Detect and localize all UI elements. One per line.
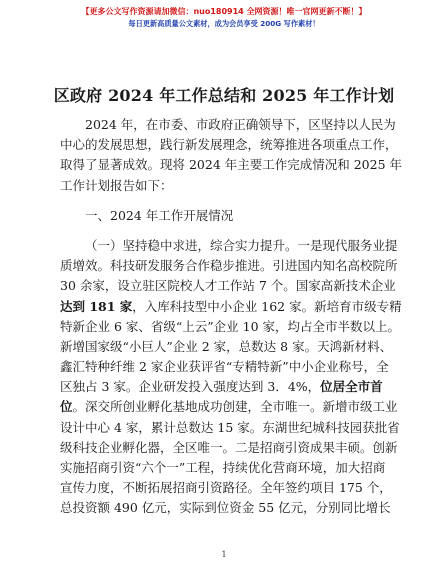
bold-phrase: 达到 181 家 bbox=[60, 298, 133, 314]
paragraph-line: 级科技企业孵化器，全区唯一。二是招商引资成果丰硕。创新 bbox=[60, 439, 398, 455]
paragraph-line: 30 余家，设立驻区院校人才工作站 7 个。国家高新技术企业 bbox=[60, 278, 396, 294]
paragraph-line: 实施招商引资“六个一”工程，持续优化营商环境，加大招商 bbox=[60, 460, 386, 475]
paragraph-line: 鑫汇特种纤维 2 家企业获评省“专精特新”中小企业称号，全 bbox=[60, 359, 389, 375]
paragraph-line: 质增效。科技研发服务合作稳步推进。引进国内知名高校院所 bbox=[60, 258, 398, 274]
paragraph-gap bbox=[60, 196, 388, 206]
paragraph-line: 宣传力度，不断拓展招商引资路径。全年签约项目 175 个， bbox=[60, 480, 392, 496]
text-run: ，入库科技型中小企业 162 家。新培育市级专精 bbox=[132, 298, 402, 314]
promo-banner bbox=[0, 6, 448, 29]
paragraph-line: 设计中心 4 家，累计总数达 15 家。东湖世纪城科技园获批省 bbox=[60, 419, 400, 435]
intro-line: 2024 年，在市委、市政府正确领导下，区坚持以人民为 bbox=[85, 117, 396, 132]
paragraph-line: 新增国家级“小巨人”企业 2 家，总数达 8 家。天鸿新材料、 bbox=[60, 338, 393, 354]
intro-line: 取得了显著成效。现将 2024 年主要工作完成情况和 2025 年 bbox=[60, 157, 403, 173]
promo-banner-line-1: 【更多公文写作资源请加微信：nuo180914 全网资源！唯一官网更新不断！】 bbox=[81, 7, 367, 16]
bold-phrase: 位居全市首 bbox=[320, 379, 383, 395]
section-heading: 一、2024 年工作开展情况 bbox=[85, 207, 234, 223]
page-number: 1 bbox=[221, 550, 227, 559]
paragraph-line: 特新企业 6 家、省级“上云”企业 10 家，均占全市半数以上。 bbox=[60, 318, 401, 334]
paragraph-line: 总投资额 490 亿元，实际到位资金 55 亿元，分别同比增长 bbox=[60, 500, 391, 516]
paragraph-line bbox=[60, 297, 402, 317]
paragraph-line: （一）坚持稳中求进，综合实力提升。一是现代服务业提 bbox=[85, 237, 398, 253]
bold-phrase: 位 bbox=[60, 399, 73, 415]
paragraph-line bbox=[60, 377, 388, 397]
document-title: 区政府 2024 年工作总结和 2025 年工作计划 bbox=[53, 86, 395, 105]
promo-banner-line-2: 每日更新高质量公文素材，成为会员享受 200G 写作素材！ bbox=[128, 19, 320, 28]
paragraph-gap bbox=[60, 226, 388, 236]
intro-line: 工作计划报告如下： bbox=[60, 177, 173, 193]
text-run: 区独占 3 家。企业研发投入强度达到 3．4%， bbox=[60, 379, 321, 395]
paragraph-line bbox=[60, 397, 398, 417]
intro-line: 中心的发展思想，践行新发展理念，统筹推进各项重点工作， bbox=[60, 137, 398, 153]
text-run: 。深交所创业孵化基地成功创建，全市唯一。新增市级工业 bbox=[72, 399, 398, 415]
document-body bbox=[60, 115, 403, 519]
